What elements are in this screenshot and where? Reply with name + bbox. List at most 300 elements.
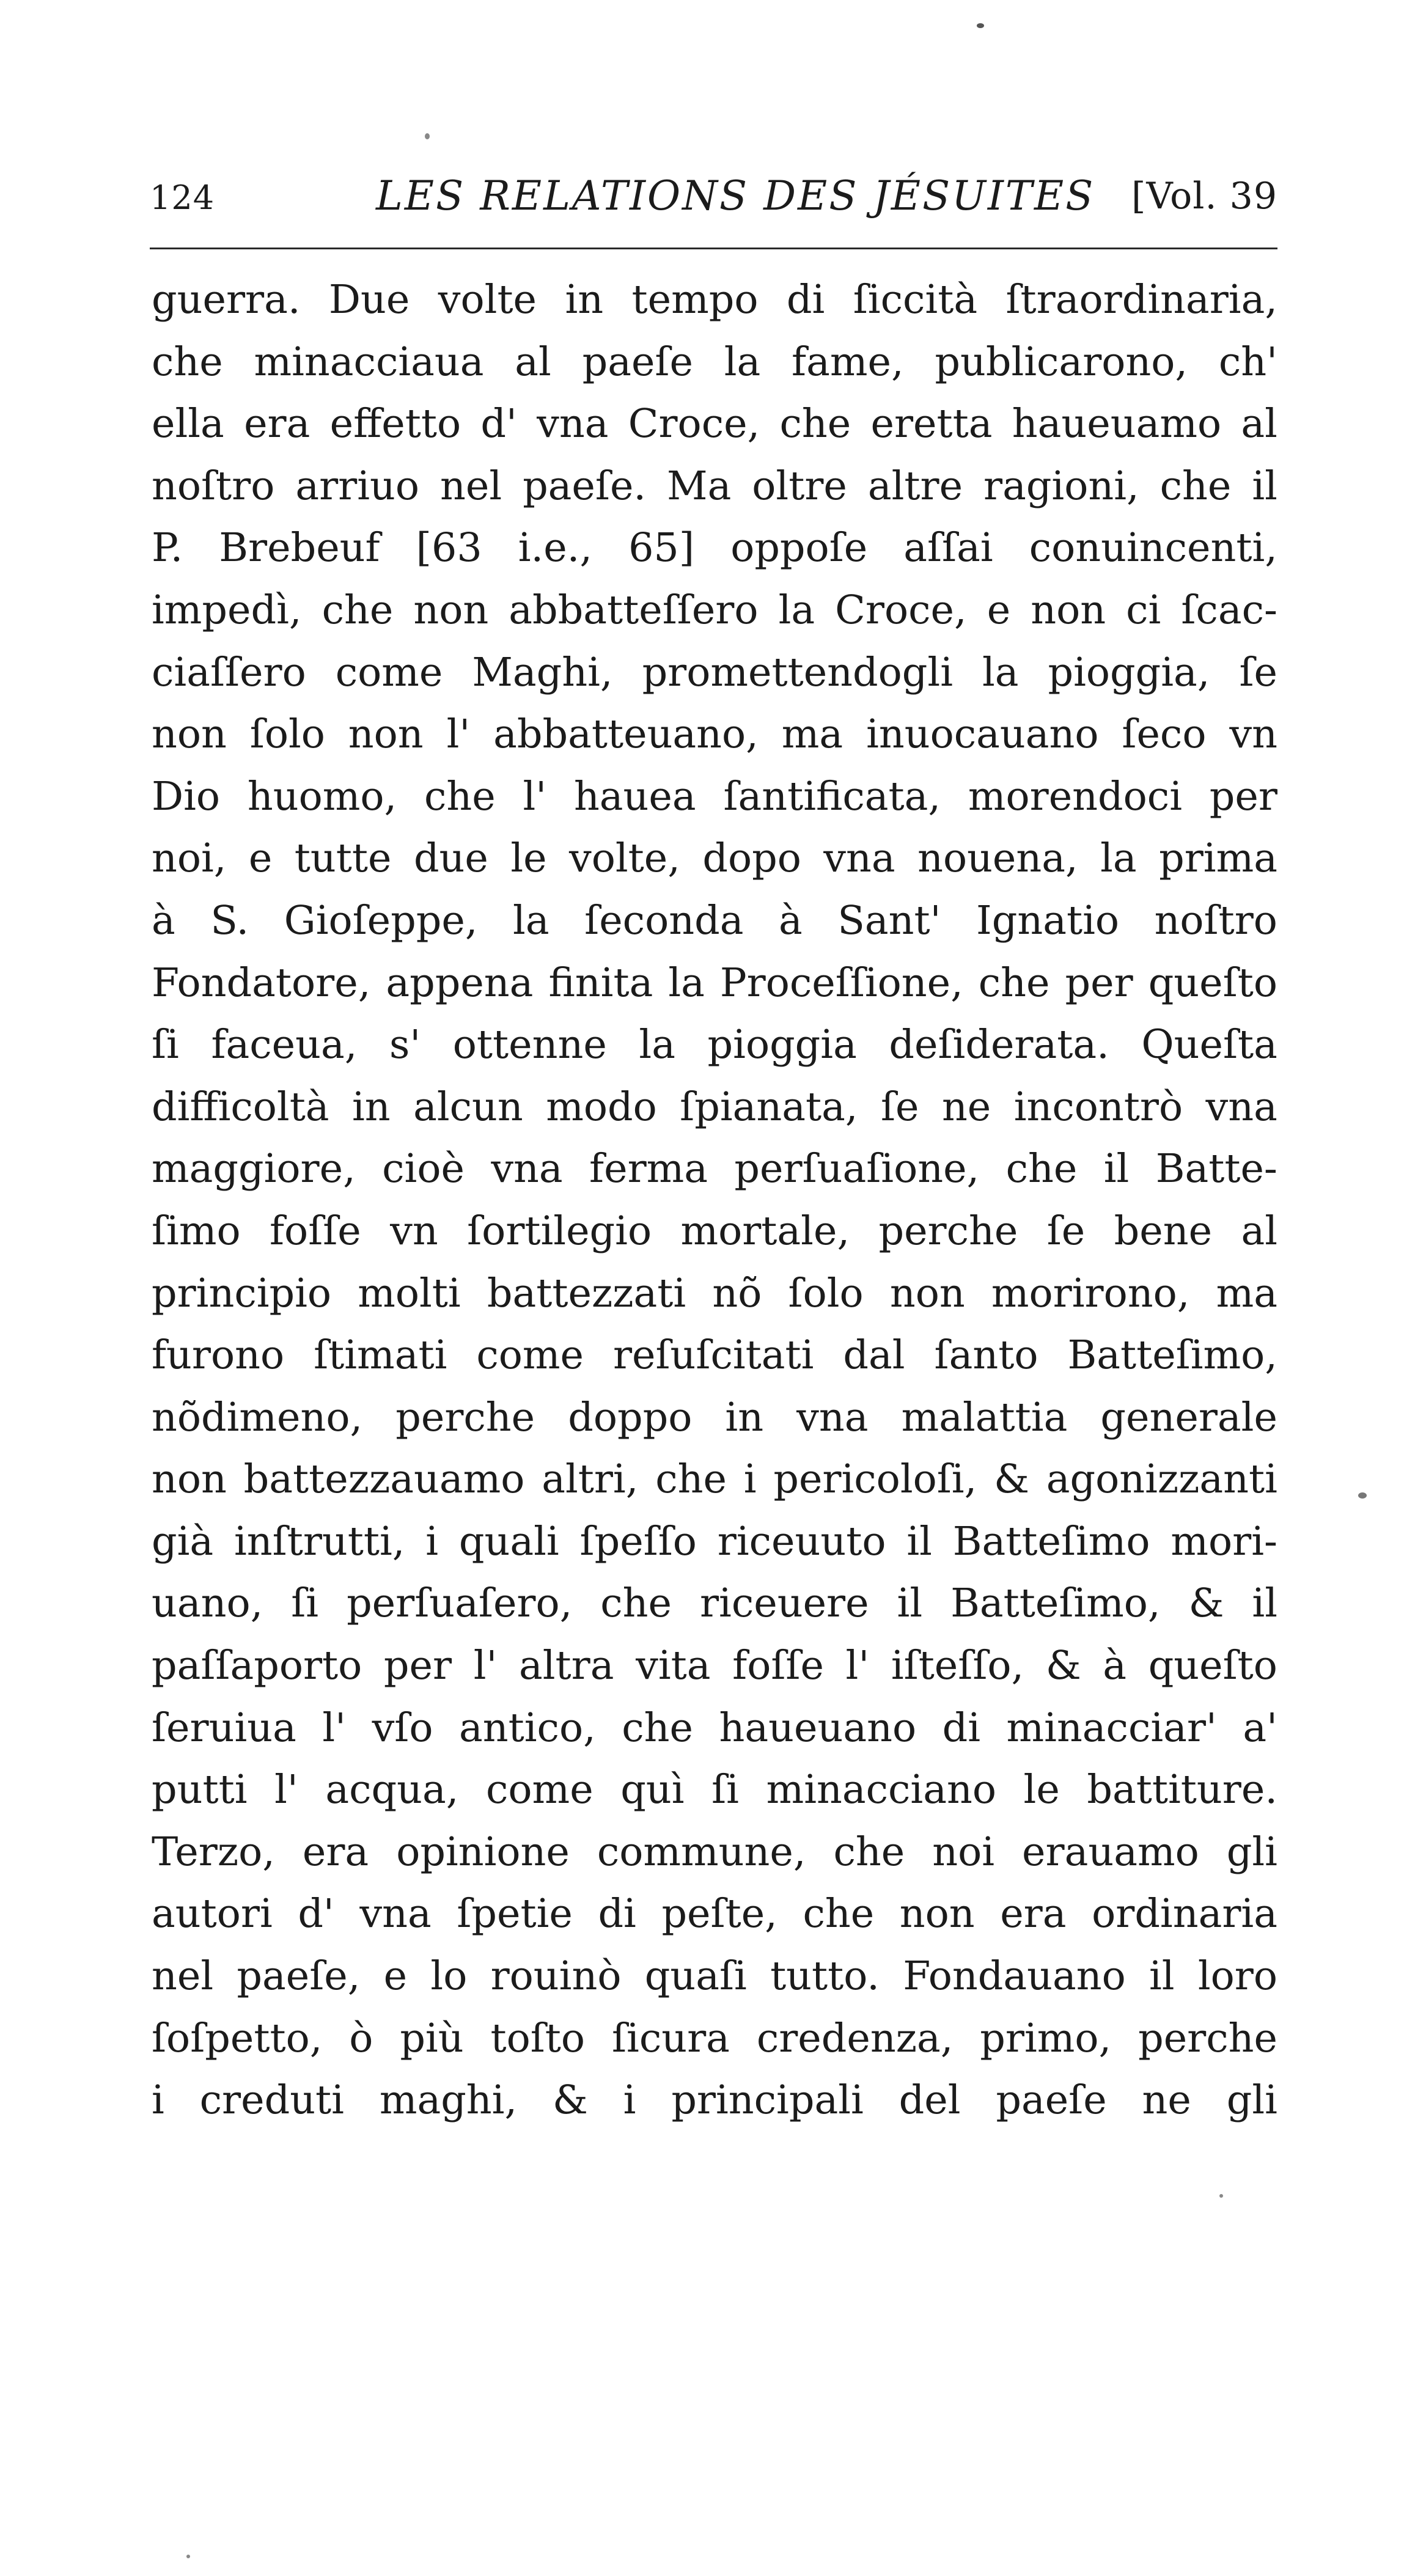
text-word: Batte- xyxy=(1155,1146,1277,1192)
text-line xyxy=(152,2008,1277,2070)
text-word: l' xyxy=(473,1643,498,1689)
scan-speck xyxy=(1358,1492,1367,1499)
header-rule xyxy=(150,248,1277,249)
running-header xyxy=(150,172,1277,227)
text-word: del xyxy=(899,2077,961,2124)
text-word: altre xyxy=(867,463,963,509)
text-word: ne xyxy=(1142,2077,1191,2124)
text-word: difficoltà xyxy=(152,1084,329,1130)
text-line xyxy=(152,703,1277,766)
text-word: battezzauamo xyxy=(243,1456,525,1503)
text-word: al xyxy=(1241,401,1277,447)
text-word: ſtimati xyxy=(314,1332,447,1379)
text-line xyxy=(152,1511,1277,1573)
text-word: due xyxy=(413,835,488,882)
text-line xyxy=(152,1635,1277,1697)
text-word: i xyxy=(152,2077,164,2124)
text-word: à xyxy=(779,897,803,944)
page-number: 124 xyxy=(150,178,215,217)
text-word: i xyxy=(743,1456,757,1503)
text-word: credenza, xyxy=(756,2015,954,2061)
text-word: gli xyxy=(1226,2077,1277,2124)
text-word: non xyxy=(889,1270,965,1316)
text-word: & xyxy=(552,2077,588,2124)
text-line xyxy=(152,766,1277,828)
text-word: ordinaria xyxy=(1092,1891,1277,1937)
text-word: perche xyxy=(878,1208,1018,1254)
text-line xyxy=(152,269,1277,331)
text-word: pioggia xyxy=(707,1022,857,1068)
text-word: rouinò xyxy=(490,1953,622,2000)
text-word: minacciano xyxy=(766,1767,996,1813)
text-word: 65] xyxy=(628,525,695,571)
text-line xyxy=(152,1945,1277,2008)
text-line xyxy=(152,827,1277,890)
text-word: Due xyxy=(328,277,410,323)
text-word: foſſe xyxy=(732,1643,824,1689)
text-word: maggiore, xyxy=(152,1146,356,1192)
text-word: ſimo xyxy=(152,1208,241,1254)
text-word: che xyxy=(655,1456,727,1503)
text-word: la xyxy=(668,960,705,1006)
text-word: promettendogli xyxy=(642,649,953,695)
text-word: ſeconda xyxy=(584,897,744,944)
text-word: il xyxy=(1149,1953,1175,2000)
text-word: ciaſſero xyxy=(152,649,306,695)
text-word: ſolo xyxy=(788,1270,864,1316)
text-word: ſi xyxy=(152,1022,179,1068)
text-word: ottenne xyxy=(452,1022,607,1068)
text-word: e xyxy=(987,587,1011,633)
text-word: in xyxy=(565,277,604,323)
text-word: commune, xyxy=(597,1829,806,1875)
text-word: ſeruiua xyxy=(152,1704,296,1751)
text-word: ci xyxy=(1126,587,1161,633)
text-word: Sant' xyxy=(837,897,941,944)
text-word: la xyxy=(639,1022,675,1068)
text-word: battezzati xyxy=(487,1270,686,1316)
text-line xyxy=(152,1138,1277,1200)
text-word: queſto xyxy=(1148,1643,1277,1689)
text-word: in xyxy=(725,1394,764,1440)
text-word: non xyxy=(899,1891,975,1937)
text-word: ſpeſſo xyxy=(579,1518,697,1565)
text-word: non xyxy=(152,711,227,758)
text-line xyxy=(152,890,1277,952)
text-word: riceuuto xyxy=(717,1518,886,1565)
text-word: non xyxy=(1031,587,1106,633)
text-word: mori- xyxy=(1171,1518,1277,1565)
text-word: opinione xyxy=(396,1829,570,1875)
text-line xyxy=(152,1324,1277,1387)
text-word: per xyxy=(383,1643,452,1689)
text-word: nõ xyxy=(712,1270,762,1316)
text-word: vn xyxy=(1229,711,1277,758)
text-word: alcun xyxy=(413,1084,523,1130)
text-word: maghi, xyxy=(379,2077,518,2124)
text-word: modo xyxy=(546,1084,657,1130)
text-word: impedì, xyxy=(152,587,302,633)
text-word: foſſe xyxy=(270,1208,361,1254)
text-word: per xyxy=(1209,773,1277,820)
text-word: noi xyxy=(932,1829,995,1875)
text-word: che xyxy=(622,1704,693,1751)
text-word: oltre xyxy=(752,463,847,509)
text-word: vna xyxy=(359,1891,432,1937)
text-word: inuocauano xyxy=(866,711,1099,758)
text-word: volte, xyxy=(569,835,680,882)
text-word: P. xyxy=(152,525,183,571)
text-word: noſtro xyxy=(1154,897,1277,944)
text-word: Queſta xyxy=(1141,1022,1277,1068)
text-line xyxy=(152,642,1277,704)
text-word: ſpetie xyxy=(457,1891,573,1937)
text-word: non xyxy=(152,1456,227,1503)
text-word: Maghi, xyxy=(472,649,613,695)
text-line xyxy=(152,2069,1277,2132)
text-word: Batteſimo xyxy=(952,1518,1150,1565)
text-line xyxy=(152,1883,1277,1945)
text-word: & xyxy=(1188,1580,1224,1627)
text-line xyxy=(152,1200,1277,1263)
text-word: che xyxy=(803,1891,875,1937)
text-word: deſiderata. xyxy=(889,1022,1109,1068)
text-word: altri, xyxy=(542,1456,639,1503)
text-word: vn xyxy=(390,1208,438,1254)
text-word: oppoſe xyxy=(730,525,868,571)
text-word: di xyxy=(786,277,825,323)
text-word: aſſai xyxy=(903,525,993,571)
text-word: tutte xyxy=(294,835,392,882)
text-word: più xyxy=(400,2015,464,2061)
text-word: nel xyxy=(439,463,502,509)
text-word: eretta xyxy=(870,401,993,447)
text-word: lo xyxy=(430,1953,468,2000)
text-word: il xyxy=(1252,1580,1277,1627)
text-word: d' xyxy=(298,1891,334,1937)
text-word: la xyxy=(982,649,1019,695)
text-word: ſicura xyxy=(611,2015,730,2061)
text-word: che xyxy=(600,1580,672,1627)
text-word: e xyxy=(383,1953,408,2000)
text-word: ma xyxy=(1216,1270,1277,1316)
text-word: ſolo xyxy=(249,711,325,758)
text-word: ſeco xyxy=(1122,711,1207,758)
text-word: ma xyxy=(781,711,843,758)
text-word: quaſi xyxy=(644,1953,747,2000)
text-word: morirono, xyxy=(991,1270,1190,1316)
text-word: volte xyxy=(438,277,537,323)
text-word: noi, xyxy=(152,835,227,882)
text-line xyxy=(152,579,1277,642)
text-word: faceua, xyxy=(211,1022,358,1068)
text-word: principali xyxy=(671,2077,864,2124)
text-word: minacciaua xyxy=(254,339,484,385)
text-word: i xyxy=(623,2077,636,2124)
text-word: la xyxy=(513,897,549,944)
text-word: uano, xyxy=(152,1580,263,1627)
text-word: noſtro xyxy=(152,463,275,509)
text-word: il xyxy=(1103,1146,1130,1192)
text-word: inſtrutti, xyxy=(233,1518,405,1565)
text-word: a' xyxy=(1243,1704,1277,1751)
text-word: ſi xyxy=(291,1580,319,1627)
text-word: l' xyxy=(523,773,547,820)
text-word: paeſe xyxy=(582,339,693,385)
text-word: abbatteuano, xyxy=(493,711,759,758)
text-word: era xyxy=(1000,1891,1067,1937)
text-word: paeſe, xyxy=(237,1953,361,2000)
text-word: ſi xyxy=(711,1767,739,1813)
text-word: l' xyxy=(322,1704,347,1751)
text-word: in xyxy=(352,1084,391,1130)
text-word: ferma xyxy=(589,1146,708,1192)
text-word: che xyxy=(978,960,1050,1006)
text-line xyxy=(152,1014,1277,1076)
text-word: la xyxy=(778,587,815,633)
text-line xyxy=(152,1697,1277,1760)
text-line xyxy=(152,1263,1277,1325)
text-word: molti xyxy=(358,1270,461,1316)
text-word: altra xyxy=(519,1643,614,1689)
text-word: malattia xyxy=(901,1394,1068,1440)
text-word: per xyxy=(1065,960,1133,1006)
text-word: era xyxy=(244,401,311,447)
text-word: vna xyxy=(823,835,895,882)
text-word: bene xyxy=(1114,1208,1213,1254)
text-word: i xyxy=(425,1518,439,1565)
text-word: che xyxy=(833,1829,905,1875)
text-word: vna xyxy=(1205,1084,1277,1130)
text-word: dal xyxy=(843,1332,905,1379)
text-word: erauamo xyxy=(1022,1829,1199,1875)
text-line xyxy=(152,1448,1277,1511)
text-word: vna xyxy=(491,1146,563,1192)
text-word: à xyxy=(1103,1643,1127,1689)
text-word: huomo, xyxy=(247,773,397,820)
text-word: creduti xyxy=(199,2077,344,2124)
text-word: ſcac- xyxy=(1181,587,1277,633)
text-word: ella xyxy=(152,401,224,447)
text-word: ſe xyxy=(1239,649,1277,695)
text-word: & xyxy=(994,1456,1029,1503)
text-word: effetto xyxy=(329,401,461,447)
text-word: finita xyxy=(548,960,653,1006)
text-word: già xyxy=(152,1518,214,1565)
text-word: vſo xyxy=(372,1704,433,1751)
text-word: conuincenti, xyxy=(1029,525,1277,571)
text-word: loro xyxy=(1197,1953,1277,2000)
text-line xyxy=(152,517,1277,579)
text-word: arriuo xyxy=(295,463,420,509)
text-word: gli xyxy=(1226,1829,1277,1875)
text-word: non xyxy=(413,587,489,633)
text-line xyxy=(152,1387,1277,1449)
text-word: haueuano xyxy=(719,1704,917,1751)
text-word: che xyxy=(779,401,851,447)
text-word: minacciar' xyxy=(1006,1704,1217,1751)
text-word: incontrò xyxy=(1013,1084,1183,1130)
text-word: i.e., xyxy=(518,525,593,571)
text-word: Gioſeppe, xyxy=(284,897,478,944)
text-word: battiture. xyxy=(1087,1767,1277,1813)
text-word: peſte, xyxy=(661,1891,777,1937)
text-word: che xyxy=(152,339,223,385)
text-word: che xyxy=(1005,1146,1078,1192)
text-word: iſteſſo, xyxy=(891,1643,1024,1689)
text-word: al xyxy=(515,339,551,385)
text-line xyxy=(152,1821,1277,1884)
text-word: abbatteſſero xyxy=(509,587,759,633)
text-line xyxy=(152,393,1277,455)
text-word: ò xyxy=(349,2015,373,2061)
text-word: Ignatio xyxy=(976,897,1119,944)
text-word: perſuaſione, xyxy=(734,1146,980,1192)
text-word: Proceſſione, xyxy=(719,960,963,1006)
text-word: vna xyxy=(537,401,609,447)
text-word: perſuaſero, xyxy=(347,1580,573,1627)
text-word: queſto xyxy=(1148,960,1277,1006)
scan-speck xyxy=(425,133,430,139)
text-word: à xyxy=(152,897,175,944)
text-word: le xyxy=(510,835,547,882)
text-word: era xyxy=(302,1829,369,1875)
text-word: autori xyxy=(152,1891,273,1937)
text-word: ragioni, xyxy=(983,463,1139,509)
text-word: Brebeuf xyxy=(219,525,380,571)
text-word: d' xyxy=(480,401,517,447)
text-word: paeſe xyxy=(996,2077,1107,2124)
text-word: Croce, xyxy=(835,587,967,633)
text-word: Fondatore, xyxy=(152,960,371,1006)
text-word: la xyxy=(1100,835,1137,882)
text-word: primo, xyxy=(980,2015,1112,2061)
text-word: prima xyxy=(1159,835,1277,882)
text-word: come xyxy=(476,1332,584,1379)
text-word: s' xyxy=(389,1022,421,1068)
text-word: perche xyxy=(1138,2015,1277,2061)
text-word: acqua, xyxy=(325,1767,459,1813)
text-line xyxy=(152,455,1277,518)
text-word: l' xyxy=(446,711,471,758)
text-word: toſto xyxy=(490,2015,586,2061)
text-word: vna xyxy=(796,1394,869,1440)
text-word: ch' xyxy=(1218,339,1277,385)
text-word: principio xyxy=(152,1270,332,1316)
text-word: & xyxy=(1045,1643,1081,1689)
text-word: Croce, xyxy=(628,401,760,447)
text-word: furono xyxy=(152,1332,285,1379)
text-word: antico, xyxy=(459,1704,596,1751)
text-word: al xyxy=(1241,1208,1277,1254)
scan-speck xyxy=(977,23,984,28)
text-word: che xyxy=(1160,463,1232,509)
text-word: il xyxy=(906,1518,932,1565)
text-word: doppo xyxy=(568,1394,693,1440)
text-word: nouena, xyxy=(917,835,1078,882)
text-word: nel xyxy=(152,1953,214,2000)
text-word: quali xyxy=(458,1518,559,1565)
text-word: Fondauano xyxy=(903,1953,1126,2000)
text-word: hauea xyxy=(573,773,696,820)
text-line xyxy=(152,1759,1277,1821)
text-word: ſe xyxy=(1046,1208,1086,1254)
text-word: paeſe. xyxy=(523,463,647,509)
text-word: il xyxy=(1252,463,1277,509)
text-word: quì xyxy=(620,1767,685,1813)
body-text xyxy=(152,269,1277,2132)
text-word: l' xyxy=(274,1767,298,1813)
text-line xyxy=(152,1572,1277,1635)
text-word: ſpianata, xyxy=(680,1084,858,1130)
text-word: paſſaporto xyxy=(152,1643,362,1689)
text-word: S. xyxy=(210,897,249,944)
text-word: ſanto xyxy=(934,1332,1038,1379)
text-word: come xyxy=(335,649,443,695)
text-word: che xyxy=(424,773,496,820)
running-title: LES RELATIONS DES JÉSUITES xyxy=(376,172,1095,219)
text-word: la xyxy=(724,339,761,385)
text-word: appena xyxy=(386,960,534,1006)
text-word: cioè xyxy=(382,1146,465,1192)
text-line xyxy=(152,1076,1277,1139)
text-word: fame, xyxy=(792,339,904,385)
text-line xyxy=(152,331,1277,394)
text-word: perche xyxy=(395,1394,535,1440)
text-word: vita xyxy=(636,1643,711,1689)
text-word: ſiccità xyxy=(853,277,978,323)
text-word: ſe xyxy=(880,1084,919,1130)
scan-speck xyxy=(186,2555,190,2558)
text-word: publicarono, xyxy=(935,339,1188,385)
text-word: nõdimeno, xyxy=(152,1394,363,1440)
text-word: ne xyxy=(941,1084,991,1130)
text-word: Terzo, xyxy=(152,1829,275,1875)
text-word: di xyxy=(598,1891,636,1937)
text-word: ſortilegio xyxy=(467,1208,652,1254)
text-word: ſoſpetto, xyxy=(152,2015,323,2061)
text-word: Dio xyxy=(152,773,221,820)
text-word: di xyxy=(942,1704,980,1751)
scan-speck xyxy=(1219,2194,1223,2198)
text-word: tempo xyxy=(631,277,759,323)
text-word: l' xyxy=(845,1643,870,1689)
text-word: pioggia, xyxy=(1048,649,1210,695)
volume-label: [Vol. 39 xyxy=(1131,175,1277,218)
text-word: ſtraordinaria, xyxy=(1005,277,1277,323)
text-word: pericoloſi, xyxy=(773,1456,977,1503)
text-word: reſuſcitati xyxy=(612,1332,814,1379)
text-word: tutto. xyxy=(770,1953,880,2000)
text-word: come xyxy=(486,1767,594,1813)
text-word: [63 xyxy=(416,525,482,571)
text-word: Ma xyxy=(667,463,732,509)
text-word: Batteſimo, xyxy=(950,1580,1161,1627)
text-word: Batteſimo, xyxy=(1067,1332,1277,1379)
text-word: riceuere xyxy=(699,1580,869,1627)
text-word: agonizzanti xyxy=(1046,1456,1277,1503)
text-word: generale xyxy=(1100,1394,1277,1440)
text-line xyxy=(152,952,1277,1015)
text-word: morendoci xyxy=(968,773,1182,820)
text-word: ſantificata, xyxy=(723,773,941,820)
text-word: il xyxy=(897,1580,923,1627)
text-word: non xyxy=(348,711,424,758)
text-word: guerra. xyxy=(152,277,301,323)
text-word: che xyxy=(322,587,394,633)
text-word: le xyxy=(1023,1767,1060,1813)
text-word: dopo xyxy=(702,835,801,882)
